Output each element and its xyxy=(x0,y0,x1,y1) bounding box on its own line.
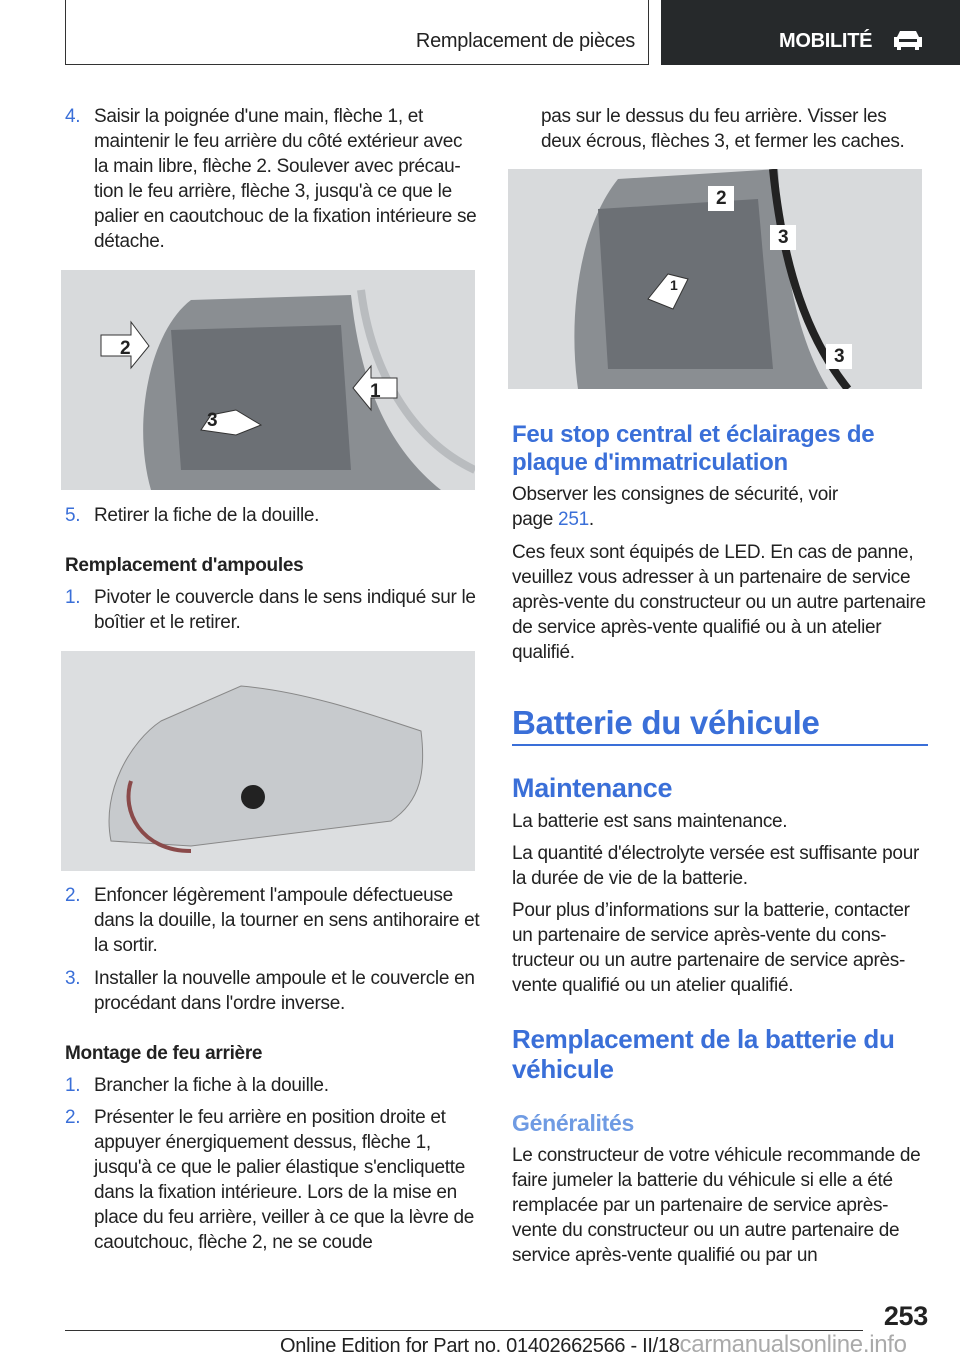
page-number: 253 xyxy=(883,1301,928,1331)
footer-edition: Online Edition for Part no. 01402662566 - II/18carmanualsonline.info xyxy=(280,1331,907,1358)
maintenance-heading: Maintenance xyxy=(512,773,673,803)
mount-step-1: 1. Brancher la fiche à la douille. xyxy=(65,1075,329,1096)
continued-text: pas sur le dessus du feu arrière. Visser les deux écrous, flèches 3, et fermer les caches. xyxy=(541,106,905,152)
bulb-step-3: 3. Installer la nouvelle ampoule et le couvercle en procédant dans l'ordre inverse. xyxy=(65,968,475,1014)
header-section-title: Remplacement de pièces xyxy=(415,30,635,52)
step-5: 5. Retirer la fiche de la douille. xyxy=(65,505,320,526)
taillight-removal-figure: 2 1 3 xyxy=(61,270,475,490)
general-heading: Généralités xyxy=(512,1110,634,1136)
car-icon xyxy=(891,28,925,52)
maint-p2: La quantité d'électrolyte versée est suffisante pour la durée de vie de la batterie. xyxy=(512,843,919,889)
general-text: Le constructeur de votre véhicule recommande de faire jumeler la batterie du véhicule si elle a été remplacée par un partenaire de service après-vente du constructeur ou un autre partenaire de service après-vente qualifié ou par un xyxy=(512,1145,921,1266)
replace-heading: Remplacement de la batterie du véhicule xyxy=(512,1024,895,1084)
maint-p1: La batterie est sans maintenance. xyxy=(512,811,788,832)
step-4: 4. Saisir la poignée d'une main, flèche 1, et maintenir le feu arrière du côté extérieur avec la main libre, flèche 2. Soulever avec précaution le feu arrière, flèche 3, jusqu'à ce que le palier en caoutchouc de la fixation intérieure se détache. xyxy=(65,106,477,252)
battery-title: Batterie du véhicule xyxy=(512,704,820,741)
bulb-step-2: 2. Enfoncer légèrement l'ampoule défectueuse dans la douille, la tourner en sens antihoraire et la sortir. xyxy=(65,885,480,956)
taillight-mount-figure: 2 3 1 3 xyxy=(508,169,922,389)
chapter-label: MOBILITÉ xyxy=(779,30,873,52)
watermark: carmanualsonline.info xyxy=(679,1331,907,1358)
bulb-holder-figure xyxy=(61,651,475,871)
mount-heading: Montage de feu arrière xyxy=(65,1043,263,1064)
title-rule xyxy=(512,744,928,746)
chapter-tab[interactable] xyxy=(661,0,960,65)
maint-p3: Pour plus d’informations sur la batterie, contacter un partenaire de service après-vente du constructeur ou un autre partenaire de service après-vente qualifié ou un atelier qualifié. xyxy=(512,900,910,996)
safety-ref: Observer les consignes de sécurité, voir page 251. xyxy=(512,484,838,530)
led-text: Ces feux sont équipés de LED. En cas de panne, veuillez vous adresser à un partenaire de service après-vente du constructeur ou un autre partenaire de service après-vente qualifié ou à un atelier qualifié. xyxy=(512,542,926,663)
mount-step-2: 2. Présenter le feu arrière en position droite et appuyer énergiquement dessus, flèche 1, jusqu'à ce que le palier élastique s'encliquette dans la fixation intérieure. Lors de la mise en place du feu arrière, veiller à ce que la lèvre de caoutchouc, flèche 2, ne se coude xyxy=(65,1107,475,1253)
bulb-heading: Remplacement d'ampoules xyxy=(65,555,304,576)
page-link[interactable]: 251 xyxy=(558,509,589,530)
brake-light-heading: Feu stop central et éclairages de plaque d'immatriculation xyxy=(512,421,875,476)
bulb-step-1: 1. Pivoter le couvercle dans le sens indiqué sur le boîtier et le retirer. xyxy=(65,587,476,633)
